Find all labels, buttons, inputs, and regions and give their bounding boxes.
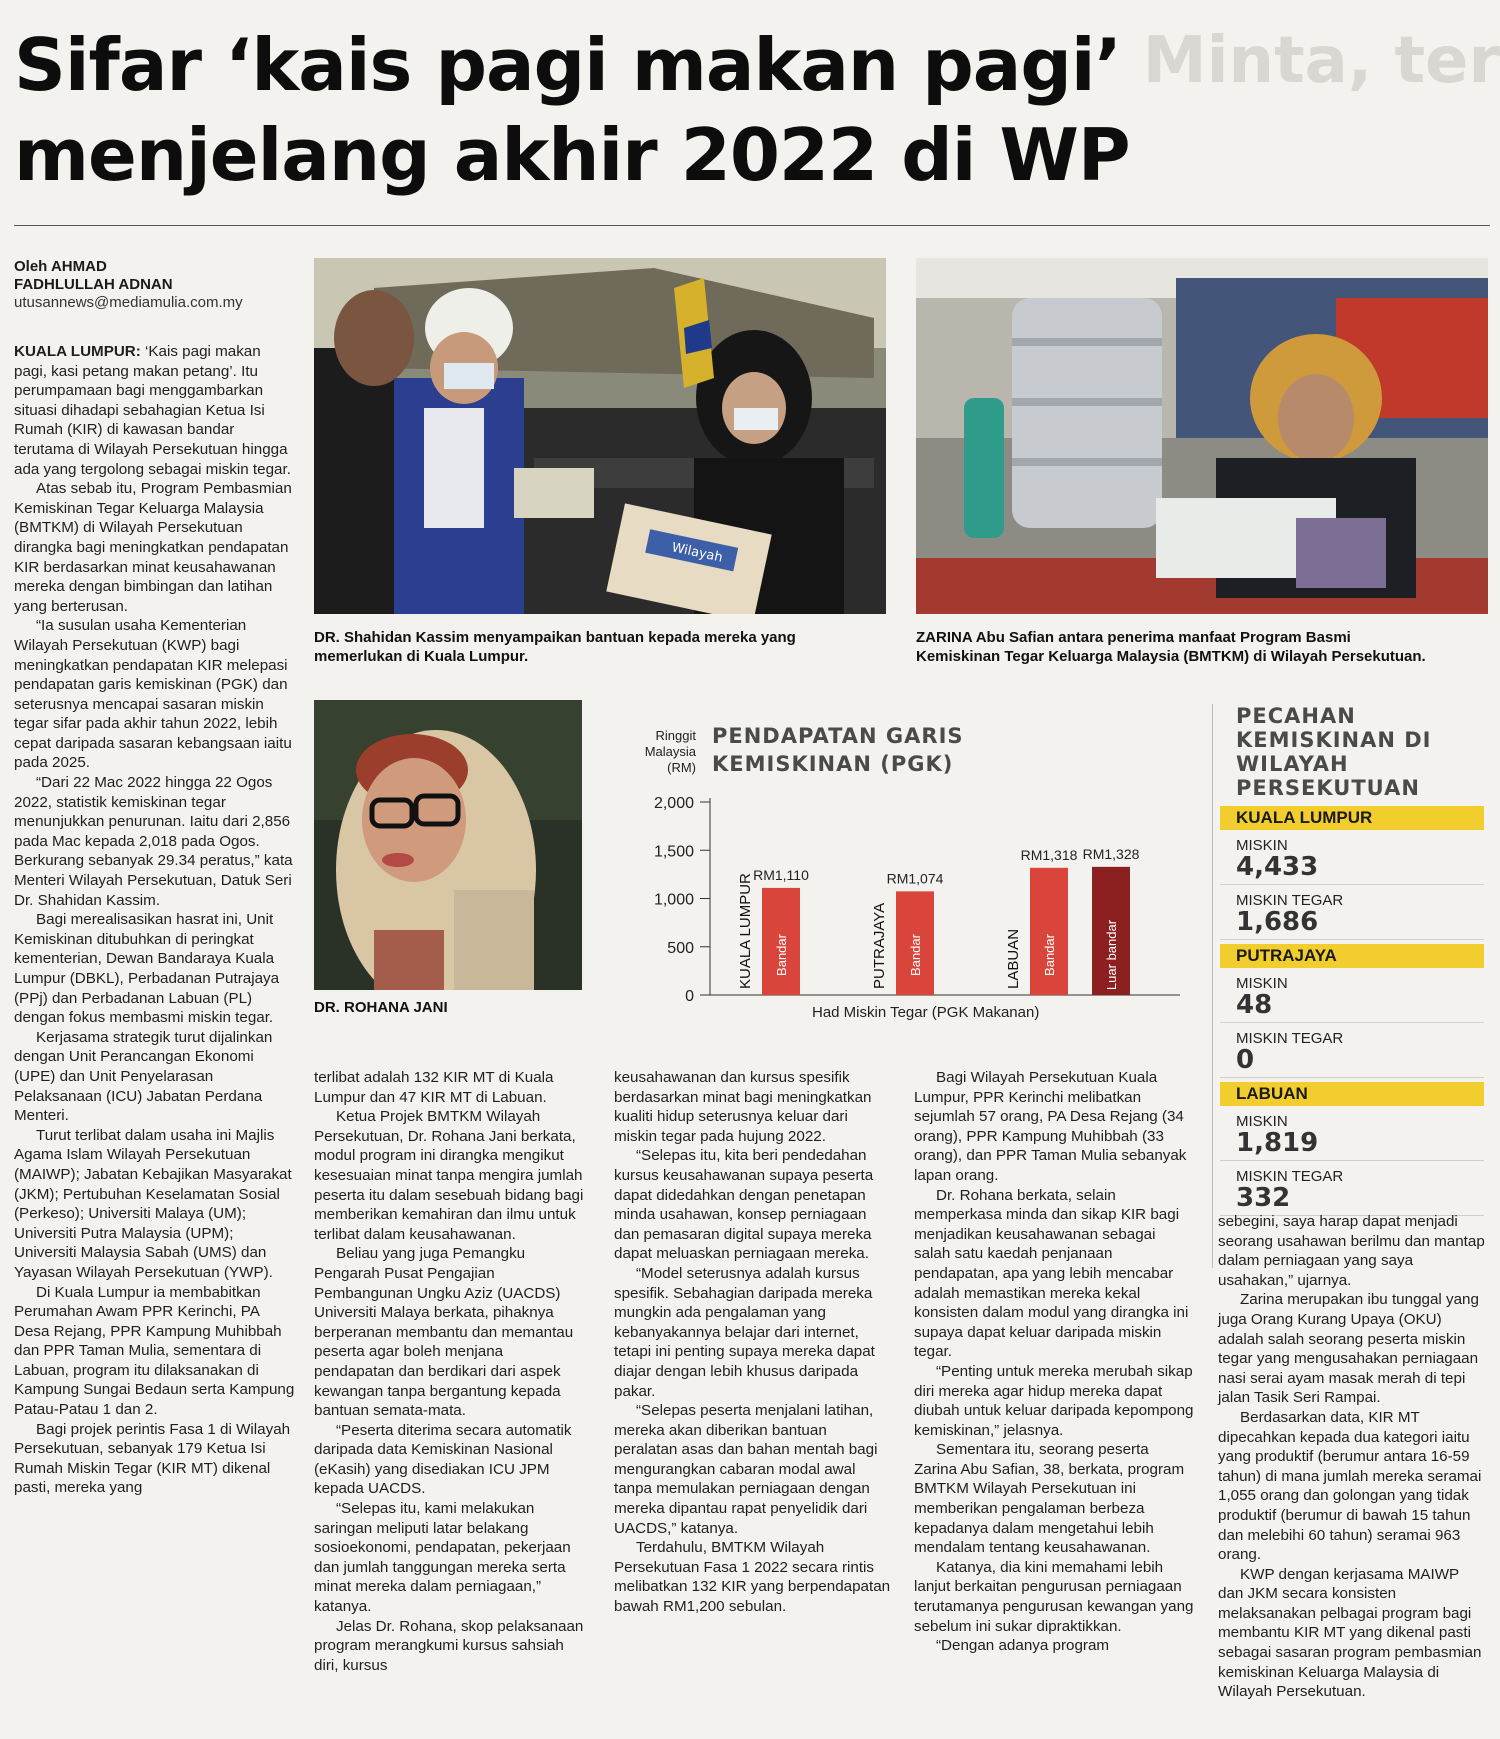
y-tick-label: 1,500 [653,843,694,861]
caption-photo-aid: DR. Shahidan Kassim menyampaikan bantuan kepada mereka yang memerlukan di Kuala Lumpur. [314,629,796,665]
article-col5-para-0: sebegini, saya harap dapat menjadi seorang usahawan berilmu dan mantap dalam perniagaan yang saya usahakan,” ujarnya. [1218,1213,1485,1289]
article-column-1 [14,342,296,1498]
stat-miskin-value: 1,819 [1236,1128,1319,1158]
group-label: KUALA LUMPUR [737,873,754,989]
article-col2-para-2: Beliau yang juga Pemangku Pengarah Pusat Pengajian Pembangunan Ungku Aziz (UACDS) Universiti Malaya berkata, pihaknya berperanan membantu dan memantau peserta agar boleh menjana pendapatan dan berdikari dari aspek kewangan tanpa bergantung kepada bantuan semata-mata. [314,1245,574,1420]
photo-aid-distribution [314,258,886,614]
byline-email: utusannews@mediamulia.com.my [14,294,243,311]
stat-miskin-tegar-value: 0 [1236,1045,1255,1075]
article-col1-para-0: ‘Kais pagi makan pagi, kasi petang makan petang’. Itu perumpamaan bagi menggambarkan situasi dihadapi sebahagian Ketua Isi Rumah (KIR) di kawasan bandar terutama di Wilayah Persekutuan hingga ada yang tergolong sebagai miskin tegar. [14,343,291,478]
bar-data-label: RM1,074 [886,870,944,887]
group-label: LABUAN [1005,928,1022,989]
stat-miskin-value: 4,433 [1236,852,1319,882]
bar-data-label: RM1,110 [753,866,809,883]
article-col5-para-1: Zarina merupakan ibu tunggal yang juga Orang Kurang Upaya (OKU) adalah salah seorang peserta miskin tegar yang mengusahakan perniagaan nasi serai ayam masak merah di tepi jalan Tasik Seri Rampai. [1218,1291,1479,1407]
photo-zarina [916,258,1488,614]
article-col4-para-3: Sementara itu, seorang peserta Zarina Abu Safian, 38, berkata, program BMTKM Wilayah Persekutuan ini memberikan pengalaman berbeza kepadanya dalam mengetahui lebih mendalam tentang keusahawanan. [914,1441,1185,1557]
chart-y-axis-label: Ringgit Malaysia (RM) [644,728,696,775]
article-col4-para-2: “Penting untuk mereka merubah sikap diri mereka agar hidup mereka dapat diubah untuk keluar daripada kepompong kemiskinan,” jelasnya. [914,1362,1194,1439]
sidebar-regions [1220,806,1484,1216]
article-col3-para-4: Terdahulu, BMTKM Wilayah Persekutuan Fasa 1 2022 secara rintis melibatkan 132 KIR yang berpendapatan bawah RM1,200 sebulan. [614,1539,891,1616]
article-column-4 [914,1068,1194,1656]
article-column-3 [614,1068,894,1617]
chart-title: PENDAPATAN GARIS KEMISKINAN (PGK) [712,724,964,776]
headline [14,20,1334,200]
adjacent-article-headline-fragment: Minta, ter [1142,24,1500,98]
sidebar-title: PECAHAN KEMISKINAN DI WILAYAH PERSEKUTUAN [1236,704,1432,800]
headline-line-1: Sifar ‘kais pagi makan pagi’ [14,23,1121,107]
stat-miskin-tegar-label: MISKIN TEGAR [1236,1030,1344,1047]
dateline: KUALA LUMPUR: [14,343,141,360]
article-col2-para-0: terlibat adalah 132 KIR MT di Kuala Lumpur dan 47 KIR MT di Labuan. [314,1069,554,1106]
article-col4-para-4: Katanya, dia kini memahami lebih lanjut berkaitan pengurusan perniagaan terutamanya pengurusan kewangan yang sebelum ini sukar dipraktikkan. [914,1558,1194,1635]
headline-line-2: menjelang akhir 2022 di WP [14,113,1130,197]
article-col5-para-2: Berdasarkan data, KIR MT dipecahkan kepada dua kategori iaitu yang produktif (berumur antara 16-59 tahun) di mana jumlah mereka seramai 1,055 orang dan golongan yang tidak produktif (berumur di bawah 15 tahun dan melebihi 60 tahun) seramai 963 orang. [1218,1408,1482,1564]
y-tick-label: 0 [685,988,694,1005]
region-header: PUTRAJAYA [1220,944,1484,968]
bar-inner-label: Bandar [1042,934,1057,976]
article-col1-para-4: Bagi merealisasikan hasrat ini, Unit Kemiskinan ditubuhkan di peringkat kementerian, Dewan Bandaraya Kuala Lumpur (DBKL), Perbadanan Putrajaya (PPj) dan Perbadanan Labuan (PL) dengan fokus membasmi miskin tegar. [14,911,280,1027]
article-col4-para-1: Dr. Rohana berkata, selain memperkasa minda dan sikap KIR bagi menjadikan keusahawanan sebagai salah satu kaedah penjanaan pendapatan, apa yang lebih mencabar adalah memastikan mereka kekal konsisten dalam modul yang dirangka ini supaya dapat keluar daripada miskin tegar. [914,1186,1189,1361]
byline-name: FADHLULLAH ADNAN [14,276,173,293]
article-col1-para-7: Di Kuala Lumpur ia membabitkan Perumahan Awam PPR Kerinchi, PA Desa Rejang, PPR Kampung Muhibbah dan PPR Taman Mulia, sementara di Labuan, program itu dilaksanakan di Kampung Sungai Bedaun serta Kampung Patau-Patau 1 dan 2. [14,1283,295,1419]
y-tick-label: 500 [667,939,694,957]
article-col2-para-1: Ketua Projek BMTKM Wilayah Persekutuan, Dr. Rohana Jani berkata, modul program ini dirangka mengikut kesesuaian minat tanpa mengira jumlah peserta itu dalam sesebuah bidang bagi memberikan kemahiran dan ilmu untuk terlibat dalam keusahawanan. [314,1108,584,1243]
stat-miskin [1220,1114,1484,1161]
y-tick-label: 1,000 [653,891,694,909]
chart-pgk [620,790,1200,1005]
stat-miskin-tegar [1220,1169,1484,1216]
stat-miskin-value: 48 [1236,990,1273,1020]
box-label: Wilayah [670,540,724,566]
photo-rohana-jani [314,700,582,990]
group-label: PUTRAJAYA [871,902,888,989]
article-col1-para-8: Bagi projek perintis Fasa 1 di Wilayah Persekutuan, sebanyak 179 Ketua Isi Rumah Miskin Tegar (KIR MT) dikenal pasti, mereka yang [14,1420,291,1497]
bar-inner-label: Bandar [908,934,923,976]
caption-photo-rohana: DR. ROHANA JANI [314,999,448,1016]
article-col3-para-0: keusahawanan dan kursus spesifik berdasarkan minat bagi meningkatkan kualiti hidup seterusnya keluar dari miskin tegar pada hujung 2022. [614,1069,872,1145]
bar-data-label: RM1,318 [1020,846,1078,863]
stat-miskin-tegar-value: 332 [1236,1183,1291,1213]
stat-miskin-label: MISKIN [1236,975,1288,992]
stat-miskin-tegar [1220,893,1484,940]
headline-divider [14,225,1490,226]
stat-miskin [1220,838,1484,885]
article-col3-para-1: “Selepas itu, kita beri pendedahan kursus keusahawanan supaya peserta dapat didedahkan dengan penetapan minda usahawan, konsep perniagaan dan pemasaran digital supaya mereka dapat meluaskan perniagaan mereka. [614,1147,874,1263]
article-col2-para-5: Jelas Dr. Rohana, skop pelaksanaan program merangkumi kursus sahsiah diri, kursus [314,1617,584,1674]
chart-x-axis-label: Had Miskin Tegar (PGK Makanan) [812,1004,1040,1021]
article-lead-paragraph [14,342,296,479]
article-column-2 [314,1068,584,1675]
article-col1-para-2: “Ia susulan usaha Kementerian Wilayah Persekutuan (KWP) bagi meningkatkan pendapatan KIR melepasi pendapatan garis kemiskinan (PGK) dan seterusnya mencapai sasaran miskin tegar sifar pada akhir tahun 2022, lebih cepat daripada sasaran kebangsaan iaitu pada 2025. [14,617,292,772]
bar-data-label: RM1,328 [1082,845,1140,862]
article-column-5 [1218,1212,1488,1702]
bar-inner-label: Luar bandar [1104,919,1119,991]
stat-miskin-tegar-value: 1,686 [1236,907,1319,937]
stat-miskin-tegar-label: MISKIN TEGAR [1236,1168,1344,1185]
article-col1-para-3: “Dari 22 Mac 2022 hingga 22 Ogos 2022, statistik kemiskinan tegar menunjukkan penurunan. Iaitu dari 2,856 pada Mac kepada 2,018 pada Ogos. Berkurang sebanyak 29.34 peratus,” kata Menteri Wilayah Persekutuan, Datuk Seri Dr. Shahidan Kassim. [14,774,293,909]
stat-miskin [1220,976,1484,1023]
region-header: KUALA LUMPUR [1220,806,1484,830]
region-header: LABUAN [1220,1082,1484,1106]
article-col3-para-2: “Model seterusnya adalah kursus spesifik. Sebahagian daripada mereka mungkin ada pengalaman yang kebanyakannya belajar dari internet, tetapi ini penting supaya mereka dapat diajar dengan lebih khusus daripada pakar. [614,1264,875,1400]
stat-miskin-tegar [1220,1031,1484,1078]
article-col4-para-0: Bagi Wilayah Persekutuan Kuala Lumpur, PPR Kerinchi melibatkan sejumlah 57 orang, PA Desa Rejang (34 orang), PPR Kampung Muhibbah (33 orang), dan PPR Taman Mulia sebanyak lapan orang. [914,1069,1187,1184]
caption-photo-zarina: ZARINA Abu Safian antara penerima manfaat Program Basmi Kemiskinan Tegar Keluarga Malaysia (BMTKM) di Wilayah Persekutuan. [916,629,1426,665]
bar-inner-label: Bandar [774,934,789,976]
byline-prefix: Oleh AHMAD [14,258,107,275]
article-col4-para-5: “Dengan adanya program [936,1637,1110,1655]
sidebar-divider [1212,704,1213,1268]
article-col5-para-3: KWP dengan kerjasama MAIWP dan JKM secara konsisten melaksanakan pelbagai program bagi membantu KIR MT yang dikenal pasti sebagai sasaran program pembasmian kemiskinan Keluarga Malaysia di Wilayah Persekutuan. [1218,1565,1482,1701]
article-col2-para-4: “Selepas itu, kami melakukan saringan meliputi latar belakang sosioekonomi, pendapatan, pekerjaan dan jumlah tanggungan mereka serta minat mereka dalam perniagaan,” katanya. [314,1500,571,1616]
y-tick-label: 2,000 [653,795,694,812]
stat-miskin-label: MISKIN [1236,837,1288,854]
article-col1-para-5: Kerjasama strategik turut dijalinkan dengan Unit Perancangan Ekonomi (UPE) dan Unit Penyelarasan Pelaksanaan (ICU) Jabatan Perdana Menteri. [14,1028,273,1125]
stat-miskin-label: MISKIN [1236,1113,1288,1130]
sidebar-poverty-breakdown [1220,704,1484,1216]
article-col1-para-1: Atas sebab itu, Program Pembasmian Kemiskinan Tegar Keluarga Malaysia (BMTKM) di Wilayah Persekutuan dirangka bagi meningkatkan pendapatan KIR berdasarkan minat keusahawanan mereka dengan bimbingan dan latihan yang berterusan. [14,480,292,615]
article-col3-para-3: “Selepas peserta menjalani latihan, mereka akan diberikan bantuan peralatan asas dan bahan mentah bagi mengurangkan cabaran modal awal tanpa memulakan perniagaan dengan mereka dipantau rapat penyelidik dari UACDS,” katanya. [614,1402,878,1537]
stat-miskin-tegar-label: MISKIN TEGAR [1236,892,1344,909]
article-col2-para-3: “Peserta diterima secara automatik daripada data Kemiskinan Nasional (eKasih) yang disediakan ICU JPM kepada UACDS. [314,1421,572,1498]
byline [14,258,294,312]
article-col1-para-6: Turut terlibat dalam usaha ini Majlis Agama Islam Wilayah Persekutuan (MAIWP); Jabatan Kebajikan Masyarakat (JKM); Pertubuhan Keselamatan Sosial (Perkeso); Universiti Malaya (UM); Universiti Putra Malaysia (UPM); Universiti Malaysia Sabah (UMS) dan Yayasan Wilayah Persekutuan (YWP). [14,1126,292,1281]
